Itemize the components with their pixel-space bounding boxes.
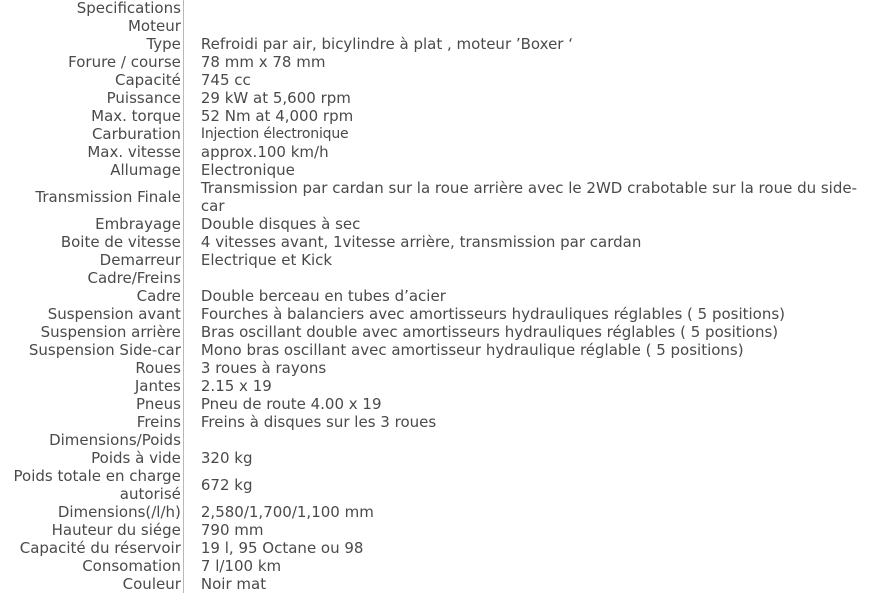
spec-value: Electronique: [200, 161, 295, 179]
spec-value: [183, 0, 869, 17]
spec-value: 29 kW at 5,600 rpm: [200, 89, 351, 107]
spec-label: Freins: [0, 413, 183, 431]
spec-row: [0, 107, 869, 125]
spec-row: [0, 413, 869, 431]
spec-value: Pneu de route 4.00 x 19: [200, 395, 382, 413]
spec-row: [0, 305, 869, 323]
spec-label: Poids totale en charge autorisé: [0, 467, 183, 503]
spec-value: 52 Nm at 4,000 rpm: [200, 107, 354, 125]
spec-row: [0, 53, 869, 71]
spec-value: Noir mat: [200, 575, 267, 593]
spec-value: 672 kg: [200, 476, 253, 494]
spec-value: 790 mm: [200, 521, 264, 539]
spec-row: [0, 503, 869, 521]
spec-label: Consomation: [0, 557, 183, 575]
spec-label: Suspension avant: [0, 305, 183, 323]
spec-label: Puissance: [0, 89, 183, 107]
spec-row: [0, 377, 869, 395]
spec-value: Double berceau en tubes d’acier: [200, 287, 446, 305]
spec-row: [0, 251, 869, 269]
spec-row: [0, 575, 869, 593]
spec-value: 19 l, 95 Octane ou 98: [200, 539, 364, 557]
spec-value: [183, 269, 869, 287]
spec-row: [0, 467, 869, 503]
spec-row: [0, 431, 869, 449]
spec-row: [0, 521, 869, 539]
spec-label: Capacité: [0, 71, 183, 89]
spec-value: 2.15 x 19: [200, 377, 272, 395]
spec-row: [0, 143, 869, 161]
spec-label: Suspension Side-car: [0, 341, 183, 359]
spec-value: 3 roues à rayons: [200, 359, 327, 377]
spec-value: approx.100 km/h: [200, 143, 329, 161]
spec-row: [0, 449, 869, 467]
spec-label: Hauteur du siége: [0, 521, 183, 539]
spec-value: 78 mm x 78 mm: [200, 53, 326, 71]
spec-value: Transmission par cardan sur la roue arrière avec le 2WD crabotable sur la roue du side-car: [200, 179, 858, 215]
spec-row: [0, 233, 869, 251]
spec-label: Jantes: [0, 377, 183, 395]
spec-value: Refroidi par air, bicylindre à plat , moteur ’Boxer ‘: [200, 35, 573, 53]
spec-value: Fourches à balanciers avec amortisseurs hydrauliques réglables ( 5 positions): [200, 305, 786, 323]
spec-row: [0, 179, 869, 215]
spec-row: [0, 17, 869, 35]
spec-value: 4 vitesses avant, 1vitesse arrière, transmission par cardan: [200, 233, 642, 251]
spec-value: [183, 431, 869, 449]
spec-value: Electrique et Kick: [200, 251, 333, 269]
spec-label: Embrayage: [0, 215, 183, 233]
spec-value: 2,580/1,700/1,100 mm: [200, 503, 374, 521]
spec-label: Suspension arrière: [0, 323, 183, 341]
spec-row: [0, 539, 869, 557]
spec-label: Couleur: [0, 575, 183, 593]
spec-row: [0, 395, 869, 413]
spec-row: [0, 287, 869, 305]
spec-label: Cadre: [0, 287, 183, 305]
spec-value: Bras oscillant double avec amortisseurs hydrauliques réglables ( 5 positions): [200, 323, 779, 341]
spec-label: Dimensions/Poids: [0, 431, 183, 449]
spec-label: Max. vitesse: [0, 143, 183, 161]
spec-label: Allumage: [0, 161, 183, 179]
spec-value: Mono bras oscillant avec amortisseur hydraulique réglable ( 5 positions): [200, 341, 744, 359]
spec-label: Specifications: [0, 0, 183, 17]
spec-label: Transmission Finale: [0, 179, 183, 215]
spec-row: [0, 359, 869, 377]
spec-row: [0, 89, 869, 107]
spec-value: 745 cc: [200, 71, 251, 89]
spec-row: [0, 0, 869, 17]
spec-row: [0, 215, 869, 233]
spec-row: [0, 71, 869, 89]
spec-row: [0, 35, 869, 53]
spec-label: Carburation: [0, 125, 183, 143]
spec-row: [0, 341, 869, 359]
spec-label: Cadre/Freins: [0, 269, 183, 287]
spec-value: Double disques à sec: [200, 215, 361, 233]
spec-row: [0, 557, 869, 575]
spec-label: Roues: [0, 359, 183, 377]
spec-label: Poids à vide: [0, 449, 183, 467]
spec-label: Boite de vitesse: [0, 233, 183, 251]
spec-label: Forure / course: [0, 53, 183, 71]
spec-label: Capacité du réservoir: [0, 539, 183, 557]
spec-label: Moteur: [0, 17, 183, 35]
spec-value: 7 l/100 km: [200, 557, 282, 575]
spec-value: 320 kg: [200, 449, 253, 467]
spec-value: [183, 17, 869, 35]
spec-label: Max. torque: [0, 107, 183, 125]
spec-label: Dimensions(/l/h): [0, 503, 183, 521]
spec-row: [0, 125, 869, 143]
spec-label: Pneus: [0, 395, 183, 413]
spec-label: Demarreur: [0, 251, 183, 269]
spec-row: [0, 161, 869, 179]
spec-label: Type: [0, 35, 183, 53]
spec-row: [0, 269, 869, 287]
spec-value: Freins à disques sur les 3 roues: [200, 413, 437, 431]
spec-value: Injection électronique: [200, 126, 349, 142]
spec-row: [0, 323, 869, 341]
